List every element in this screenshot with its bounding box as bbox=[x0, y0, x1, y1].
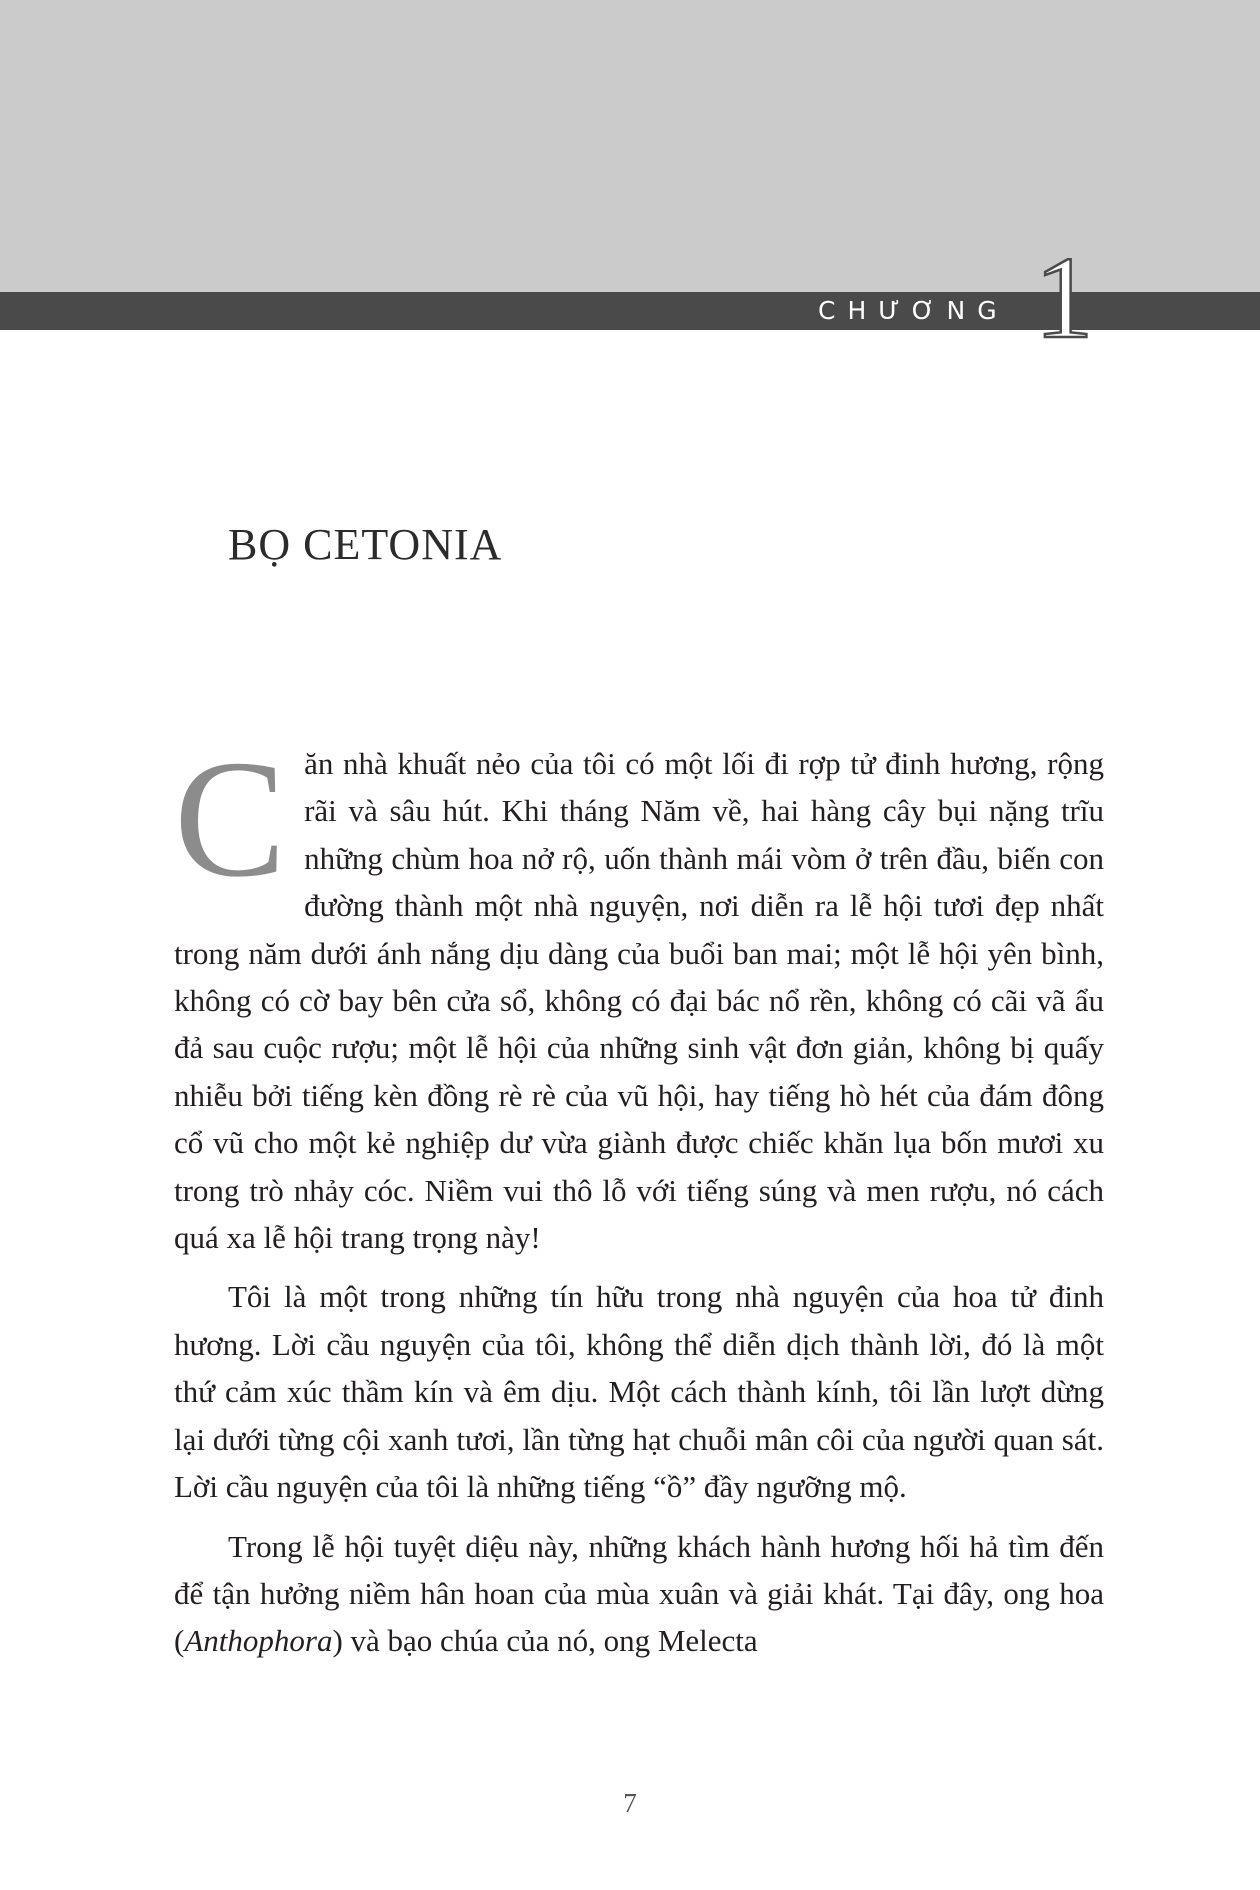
paragraph-2: Tôi là một trong những tín hữu trong nhà nguyện của hoa tử đinh hương. Lời cầu nguyện của tôi, không thể diễn dịch thành lời, đó là một thứ cảm xúc thầm kín và êm dịu. Một cách thành kính, tôi lần lượt dừng lại dưới từng cội xanh tươi, lần từng hạt chuỗi mân côi của người quan sát. Lời cầu nguyện của tôi là những tiếng “ồ” đầy ngưỡng mộ. bbox=[174, 1279, 1104, 1505]
page-number: 7 bbox=[623, 1788, 637, 1818]
paragraph-3-text-b: ) và bạo chúa của nó, ong Melecta bbox=[332, 1623, 758, 1659]
chapter-label: CHƯƠNG bbox=[818, 296, 1009, 325]
paragraph-1-text: ăn nhà khuất nẻo của tôi có một lối đi rợp tử đinh hương, rộng rãi và sâu hút. Khi tháng Năm về, hai hàng cây bụi nặng trĩu những chùm hoa nở rộ, uốn thành mái vòm ở trên đầu, biến con đường thành một nhà nguyện, nơi diễn ra lễ hội tươi đẹp nhất trong năm dưới ánh nắng dịu dàng của buổi ban mai; một lễ hội yên bình, không có cờ bay bên cửa sổ, không có đại bác nổ rền, không có cãi vã ẩu đả sau cuộc rượu; một lễ hội của những sinh vật đơn giản, không bị quấy nhiễu bởi tiếng kèn đồng rè rè của vũ hội, hay tiếng hò hét của đám đông cổ vũ cho một kẻ nghiệp dư vừa giành được chiếc khăn lụa bốn mươi xu trong trò nhảy cóc. Niềm vui thô lỗ với tiếng súng và men rượu, nó cách quá xa lễ hội trang trọng này! bbox=[174, 746, 1104, 1256]
italic-term: Anthophora bbox=[184, 1623, 333, 1659]
paragraph-3 bbox=[174, 1523, 1104, 1665]
chapter-title: BỌ CETONIA bbox=[228, 520, 503, 569]
body-text bbox=[174, 726, 1104, 1665]
paragraph-1 bbox=[174, 726, 1104, 1261]
paragraph-3-text-a: Trong lễ hội tuyệt diệu này, những khách hành hương hối hả tìm đến để tận hưởng niềm hân hoan của mùa xuân và giải khát. Tại đây, ong hoa ( bbox=[174, 1528, 1104, 1659]
chapter-number: 1 bbox=[1034, 232, 1094, 363]
drop-cap: C bbox=[174, 726, 287, 912]
